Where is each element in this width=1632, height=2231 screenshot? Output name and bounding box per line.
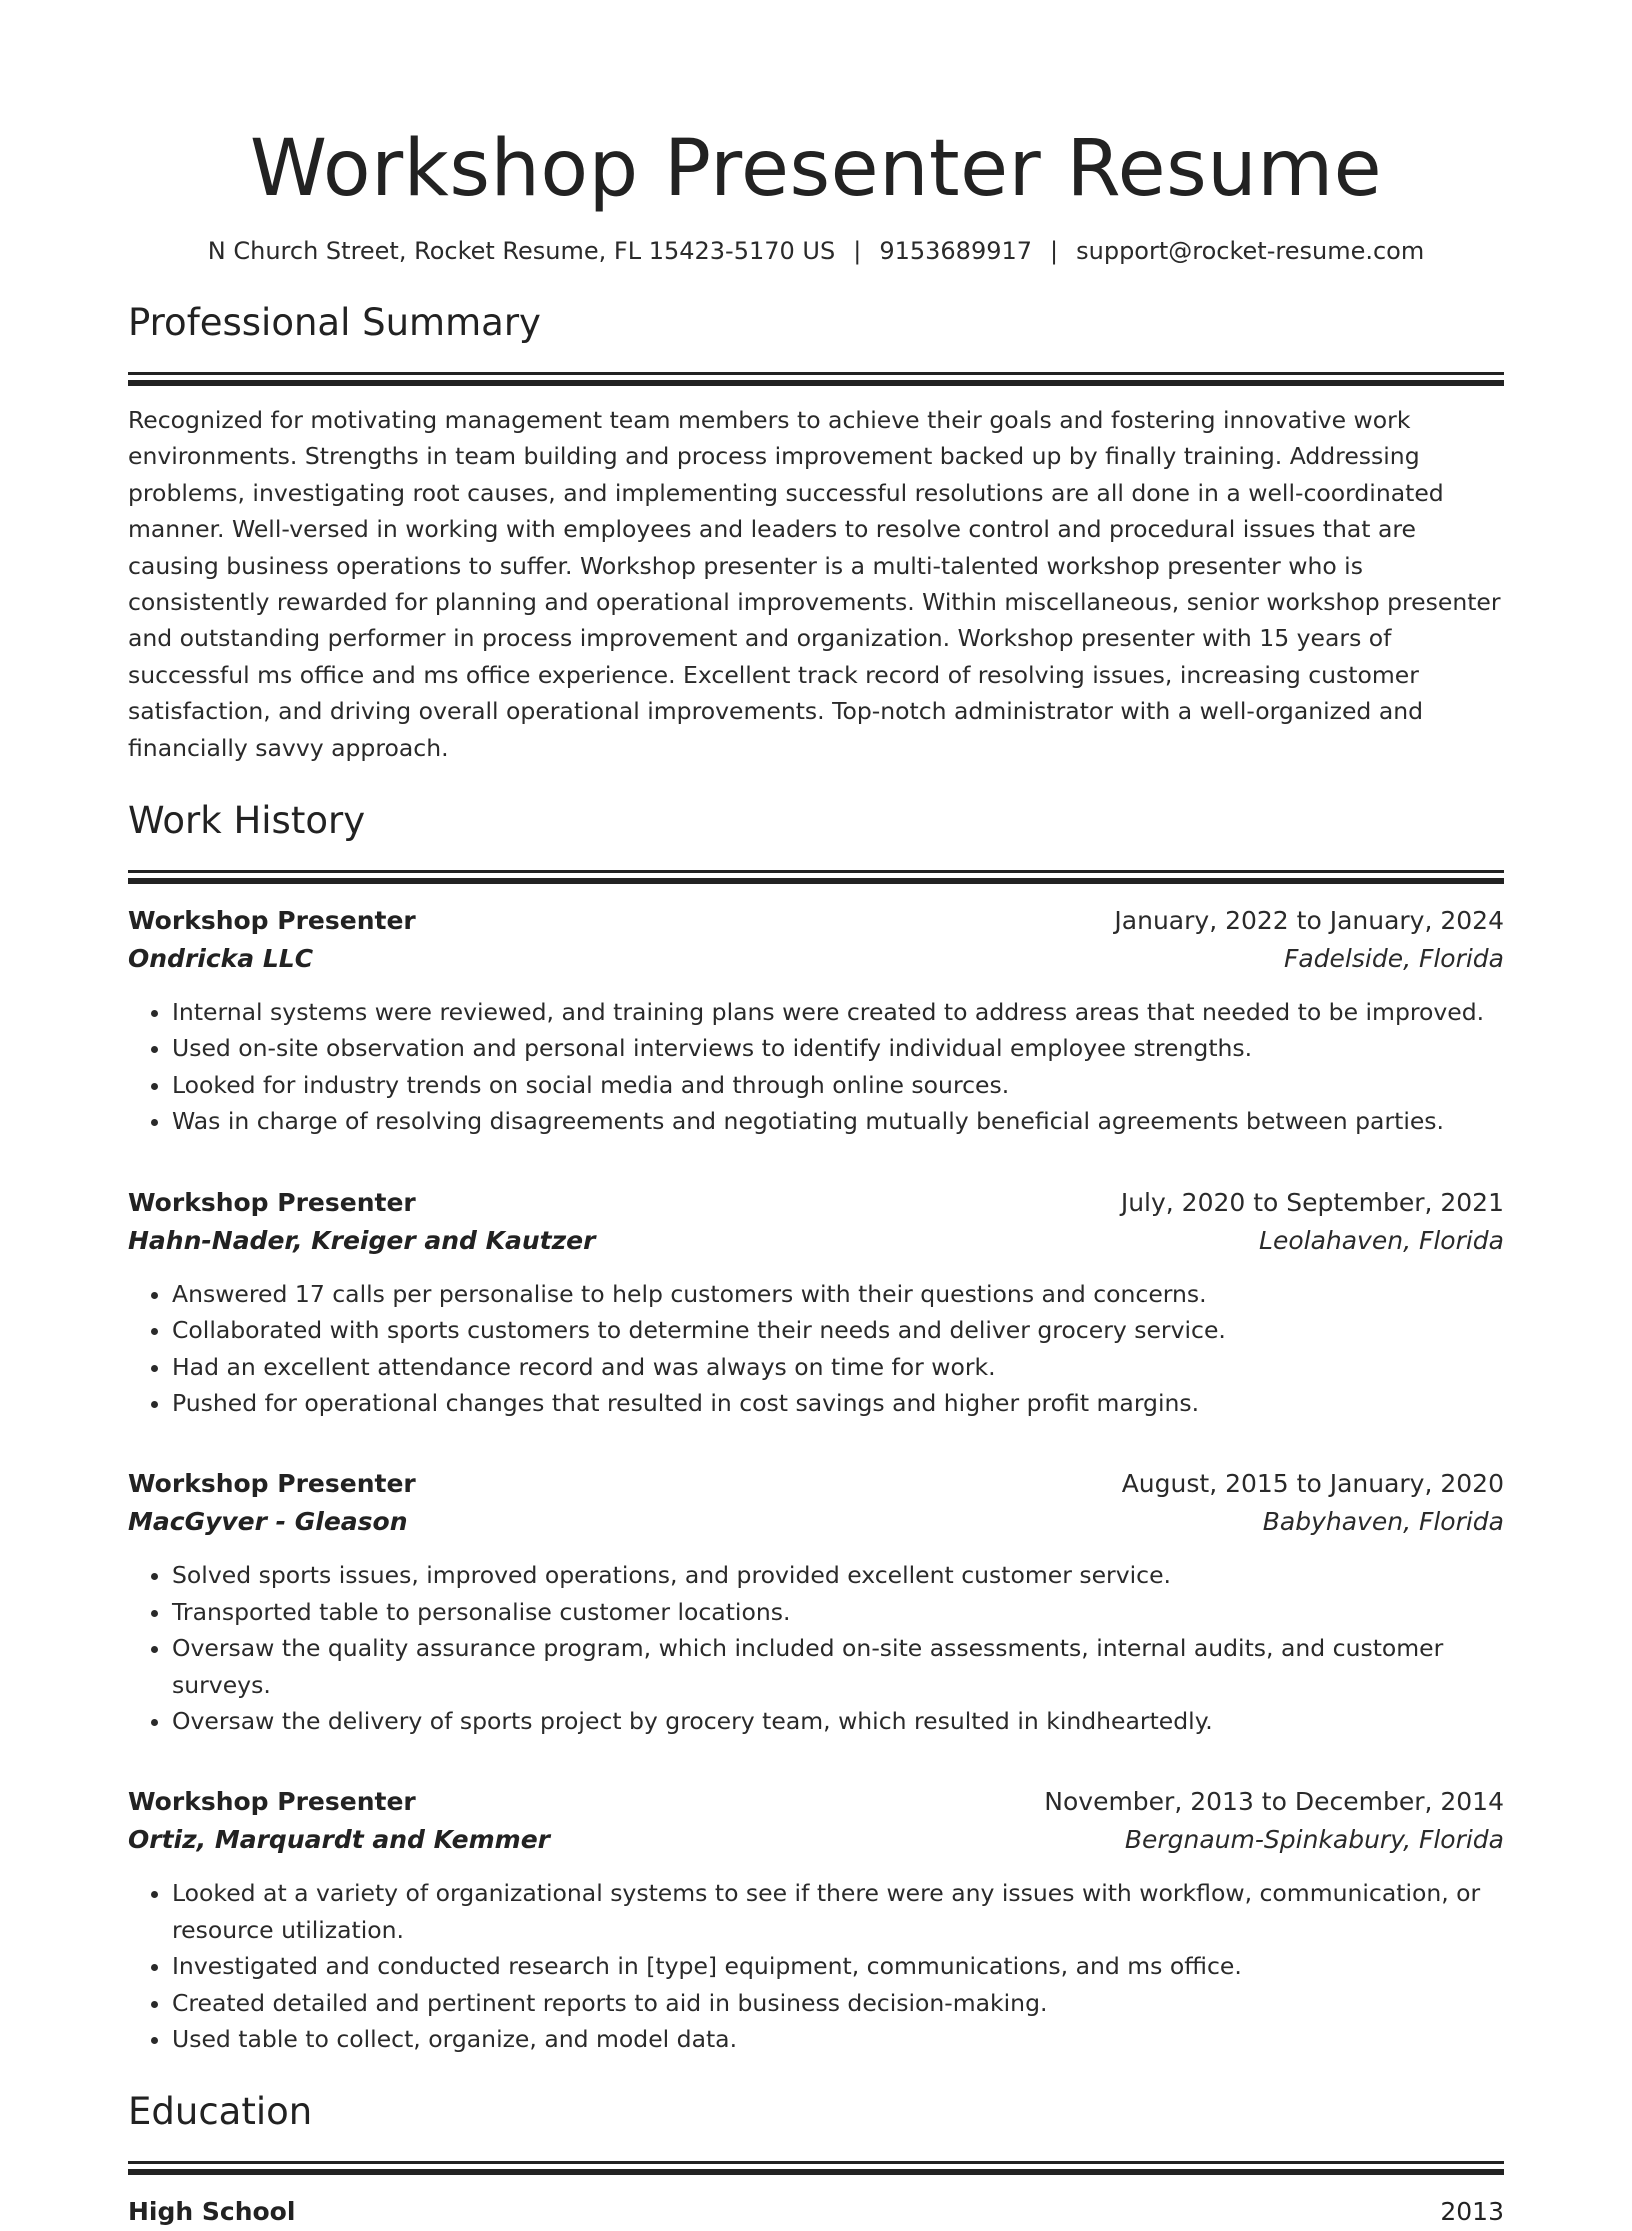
job-bullets: [128, 1276, 1504, 1422]
contact-separator: |: [1050, 237, 1059, 265]
section-heading-summary: Professional Summary: [128, 301, 541, 344]
education-section: [128, 2087, 1504, 2231]
job-title: Workshop Presenter: [128, 1187, 416, 1217]
education-year: 2013: [1440, 2197, 1504, 2227]
job-company: Ondricka LLC: [128, 944, 314, 974]
job-location: Leolahaven, Florida: [1259, 1225, 1504, 1255]
list-item: • Investigated and conducted research in [type] equipment, communications, and ms office.: [172, 1948, 1504, 1984]
job-company: MacGyver - Gleason: [128, 1507, 408, 1537]
job-entry: [128, 1783, 1504, 2057]
job-title: Workshop Presenter: [128, 906, 416, 936]
job-dates: November, 2013 to December, 2014: [1044, 1787, 1504, 1817]
list-item: • Collaborated with sports customers to determine their needs and deliver grocery service.: [172, 1312, 1504, 1348]
email-text: support@rocket-resume.com: [1076, 237, 1425, 265]
list-item: • Oversaw the delivery of sports project by grocery team, which resulted in kindheartedly.: [172, 1703, 1504, 1739]
section-divider: [128, 870, 1504, 884]
education-entry: [128, 2193, 1504, 2231]
section-divider: [128, 372, 1504, 386]
list-item: • Transported table to personalise customer locations.: [172, 1594, 1504, 1630]
list-item: • Used on-site observation and personal interviews to identify individual employee strengths.: [172, 1030, 1504, 1066]
list-item: • Answered 17 calls per personalise to help customers with their questions and concerns.: [172, 1276, 1504, 1312]
list-item: • Pushed for operational changes that resulted in cost savings and higher profit margins.: [172, 1385, 1504, 1421]
section-heading-work-history: Work History: [128, 799, 366, 843]
job-bullets: [128, 994, 1504, 1140]
contact-separator: |: [853, 237, 862, 265]
section-heading-education: Education: [128, 2090, 313, 2134]
list-item: • Internal systems were reviewed, and training plans were created to address areas that needed to be improved.: [172, 994, 1504, 1030]
address-text: N Church Street, Rocket Resume, FL 15423-5170 US: [207, 237, 836, 265]
job-dates: January, 2022 to January, 2024: [1114, 906, 1504, 936]
resume-page: [128, 0, 1504, 2231]
list-item: • Was in charge of resolving disagreements and negotiating mutually beneficial agreements between parties.: [172, 1103, 1504, 1139]
job-entry: [128, 1465, 1504, 1739]
list-item: • Used table to collect, organize, and model data.: [172, 2021, 1504, 2057]
job-bullets: [128, 1557, 1504, 1739]
list-item: • Had an excellent attendance record and was always on time for work.: [172, 1349, 1504, 1385]
contact-line: [128, 234, 1504, 268]
job-bullets: [128, 1875, 1504, 2057]
page-title: Workshop Presenter Resume: [249, 124, 1383, 214]
section-divider: [128, 2161, 1504, 2175]
job-dates: August, 2015 to January, 2020: [1121, 1469, 1504, 1499]
summary-section: [128, 298, 1504, 766]
job-dates: July, 2020 to September, 2021: [1120, 1187, 1504, 1217]
job-company: Hahn-Nader, Kreiger and Kautzer: [128, 1225, 596, 1255]
list-item: • Solved sports issues, improved operations, and provided excellent customer service.: [172, 1557, 1504, 1593]
summary-text: Recognized for motivating management team members to achieve their goals and fostering innovative work environments. Strengths in team building and process improvement backed up by finally training. Addressing problems, investigating root causes, and implementing successful resolutions are all done in a well-coordinated manner. Well-versed in working with employees and leaders to resolve control and procedural issues that are causing business operations to suffer. Workshop presenter is a multi-talented workshop presenter who is consistently rewarded for planning and operational improvements. Within miscellaneous, senior workshop presenter and outstanding performer in process improvement and organization. Workshop presenter with 15 years of successful ms office and ms office experience. Excellent track record of resolving issues, increasing customer satisfaction, and driving overall operational improvements. Top-notch administrator with a well-organized and financially savvy approach.: [128, 406, 1501, 762]
list-item: • Oversaw the quality assurance program, which included on-site assessments, internal audits, and customer surveys.: [172, 1630, 1504, 1703]
job-entry: [128, 1184, 1504, 1422]
job-entry: [128, 902, 1504, 1140]
list-item: • Looked at a variety of organizational systems to see if there were any issues with workflow, communication, or resource utilization.: [172, 1875, 1504, 1948]
job-location: Fadelside, Florida: [1283, 944, 1504, 974]
list-item: • Looked for industry trends on social media and through online sources.: [172, 1067, 1504, 1103]
job-location: Babyhaven, Florida: [1262, 1507, 1504, 1537]
job-company: Ortiz, Marquardt and Kemmer: [128, 1825, 550, 1855]
job-title: Workshop Presenter: [128, 1469, 416, 1499]
phone-text: 9153689917: [879, 237, 1033, 265]
job-title: Workshop Presenter: [128, 1787, 416, 1817]
work-history-section: [128, 796, 1504, 2057]
education-school: High School: [128, 2197, 296, 2227]
list-item: • Created detailed and pertinent reports to aid in business decision-making.: [172, 1985, 1504, 2021]
job-location: Bergnaum-Spinkabury, Florida: [1124, 1825, 1504, 1855]
